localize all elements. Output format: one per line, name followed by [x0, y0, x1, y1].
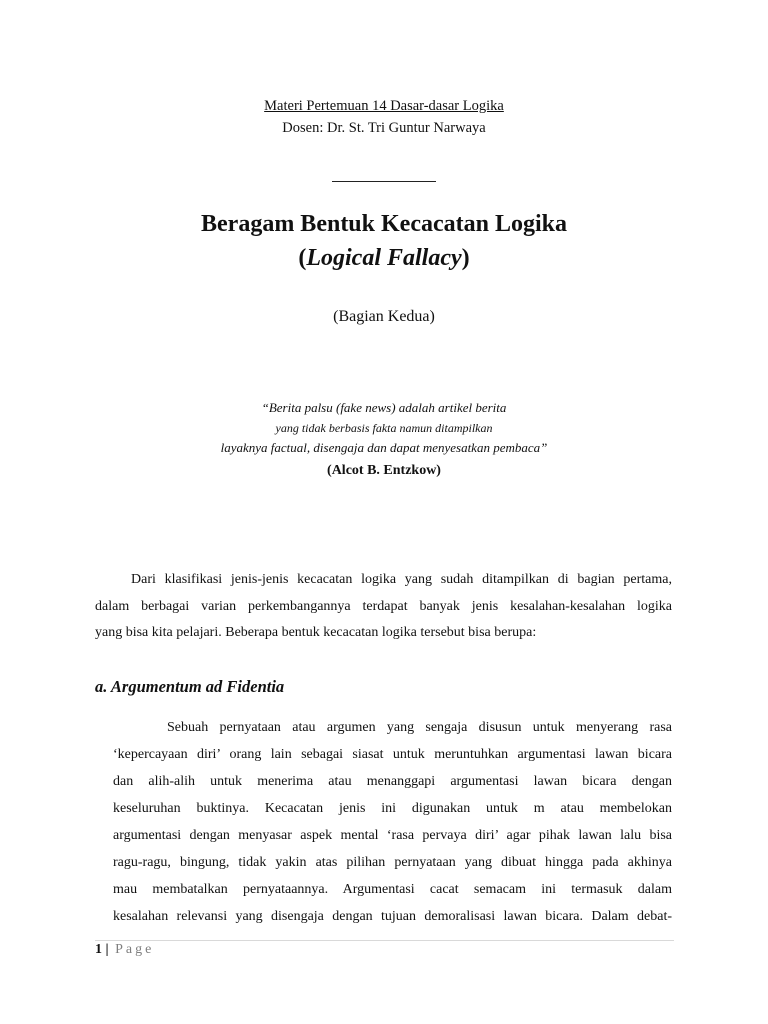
quote-line-1: “Berita palsu (fake news) adalah artikel berita — [261, 400, 507, 415]
quote-line-2: yang tidak berbasis fakta namun ditampilkan — [275, 421, 493, 435]
quote-line-3: layaknya factual, disengaja dan dapat menyesatkan pembaca” — [220, 440, 548, 455]
page-separator: | — [105, 942, 109, 957]
header-course-title: Materi Pertemuan 14 Dasar-dasar Logika — [264, 98, 504, 114]
header-lecturer: Dosen: Dr. St. Tri Guntur Narwaya — [282, 120, 486, 136]
section-a-line: kesalahan relevansi yang disengaja dengan tujuan demoralisasi lawan bicara. Dalam debat- — [113, 909, 672, 924]
section-a-heading: a. Argumentum ad Fidentia — [95, 677, 285, 696]
intro-line: Dari klasifikasi jenis-jenis kecacatan logika yang sudah ditampilkan di bagian pertama, — [131, 572, 672, 587]
intro-line: yang bisa kita pelajari. Beberapa bentuk kecacatan logika tersebut bisa berupa: — [95, 625, 537, 640]
section-a-line: ‘kepercayaan diri’ orang lain sebagai siasat untuk meruntuhkan argumentasi lawan bicara — [113, 747, 672, 762]
page-label: Page — [115, 942, 155, 957]
subtitle-close-paren: ) — [461, 245, 470, 271]
section-a-paragraph — [113, 714, 672, 930]
intro-line: dalam berbagai varian perkembangannya terdapat banyak jenis kesalahan-kesalahan logika — [95, 598, 672, 614]
subtitle-open-paren: ( — [298, 245, 307, 271]
document-title: Beragam Bentuk Kecacatan Logika — [201, 211, 567, 237]
page-footer — [95, 942, 154, 958]
document-subtitle — [0, 241, 768, 275]
section-a-line: argumentasi dengan menyasar aspek mental ‘rasa pervaya diri’ agar pihak lawan lalu bisa — [113, 828, 672, 843]
intro-paragraph — [95, 567, 672, 647]
section-a-line: keseluruhan buktinya. Kecacatan jenis ini digunakan untuk m atau membelokan — [113, 801, 672, 816]
page-number: 1 — [95, 942, 102, 957]
header-separator — [332, 181, 436, 182]
document-part-label: (Bagian Kedua) — [333, 308, 435, 325]
quote-author: (Alcot B. Entzkow) — [327, 463, 441, 478]
section-a-line: Sebuah pernyataan atau argumen yang sengaja disusun untuk menyerang rasa — [167, 720, 672, 735]
section-a-line: ragu-ragu, bingung, tidak yakin atas pilihan pernyataan yang dibuat hingga pada akhinya — [113, 855, 672, 870]
section-a-line: mau membatalkan pernyataannya. Argumentasi cacat semacam ini termasuk dalam — [113, 882, 672, 897]
subtitle-italic: Logical Fallacy — [306, 245, 462, 271]
section-a-line: dan alih-alih untuk menerima atau menanggapi argumentasi lawan bicara dengan — [113, 774, 672, 789]
footer-rule — [95, 940, 674, 941]
